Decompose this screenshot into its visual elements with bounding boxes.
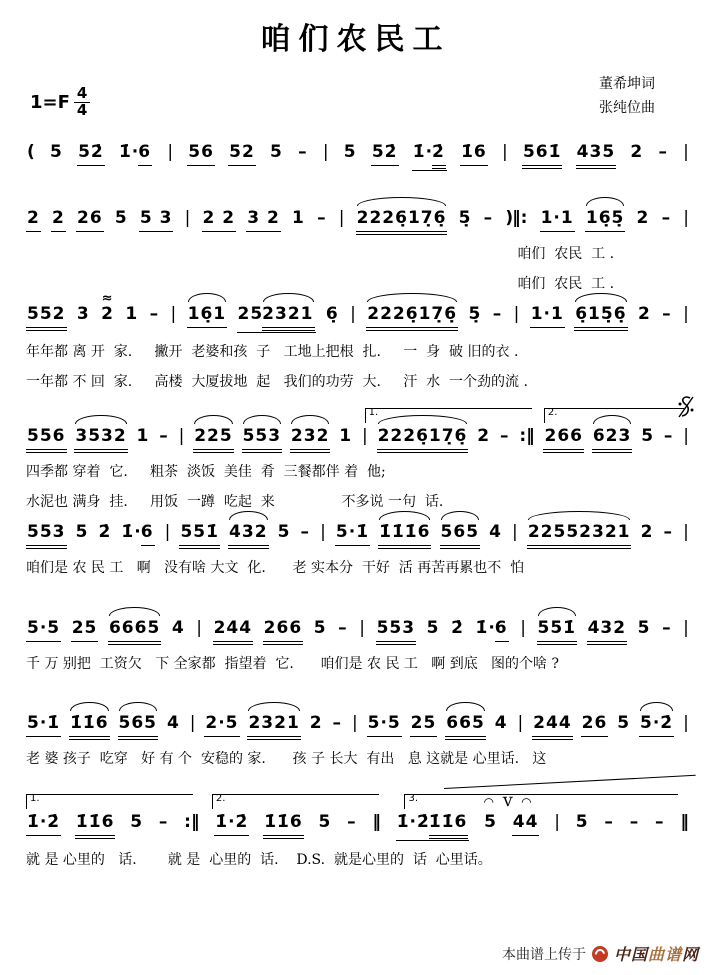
music-row [26, 424, 690, 453]
key-signature [30, 86, 90, 119]
note-group: 6665 [108, 616, 161, 645]
note-group: 266 [263, 616, 304, 645]
note-group: 1 [125, 304, 139, 324]
song-title: 咱们农民工 [260, 22, 451, 57]
note-group: 2̇ [451, 618, 464, 638]
note-group: 3 [76, 304, 90, 324]
note-group: 432 [228, 520, 269, 549]
site-name-part: 曲谱 [647, 945, 682, 964]
note-group: 1 [136, 426, 150, 446]
note-group: 2̇ [432, 140, 446, 169]
note-group: 2321 [247, 711, 300, 740]
system-3 [26, 302, 690, 393]
note-group: 5 [343, 142, 357, 162]
site-logo-icon [592, 946, 608, 962]
lyrics-line: 咱们 农民 工 . [517, 276, 615, 292]
note-group: 52 [228, 140, 256, 166]
barline: | [683, 522, 689, 542]
note-group: 5 [114, 208, 128, 228]
note-group: 623 [592, 424, 633, 453]
barline: | [683, 426, 689, 446]
note-group: 6̣ [325, 304, 339, 324]
music-row [26, 520, 690, 549]
lyrics-line: 四季都 穿着 它. 粗茶 淡饭 美佳 肴 三餐都伴 着 他; [26, 464, 386, 480]
note-group: 5 [130, 812, 144, 832]
note-group: 1̇·6 [118, 140, 153, 167]
note-group: 5̣ [458, 208, 472, 228]
note-group: 2226̣17̣6̣ [377, 424, 469, 453]
system-1 [26, 140, 690, 171]
note-group: 1̇1̇6 [263, 810, 304, 839]
held-note-dash: – [298, 142, 308, 162]
note-group: 553 [242, 424, 283, 453]
note-group: 2226̣17̣6̣ [356, 206, 448, 235]
lyrics-line: 就 是 心里的 话. 就 是 心里的 话. D.S. 就是心里的 话 心里话。 [26, 852, 492, 868]
barline: | [184, 208, 191, 228]
note-group: 5 [270, 142, 283, 162]
note-group: 1 [292, 208, 305, 228]
held-note-dash: – [159, 426, 169, 446]
lyrics-line: 咱们 农民 工 . [517, 246, 615, 262]
music-row [26, 140, 690, 171]
held-note-dash: – [661, 208, 672, 228]
note-group: 552 [26, 302, 67, 331]
system-6 [26, 616, 690, 675]
note-group: 2̇ [98, 522, 112, 542]
note-group: 6 [495, 616, 509, 642]
barline: | [170, 304, 177, 324]
held-note-dash: – [158, 812, 169, 832]
held-note-dash: – [338, 618, 348, 638]
note-group: 2·5 [204, 711, 239, 737]
note-group: 5·1̇ [335, 520, 370, 546]
note-group: 5 [277, 522, 291, 542]
note-group: ≈ 2 [100, 302, 115, 327]
note-group: 25 [71, 616, 99, 642]
barline: | [320, 522, 326, 542]
note-group: 551̇ [179, 520, 220, 549]
volta-bracket [26, 794, 193, 809]
note-group: 26 [76, 206, 104, 232]
barline: | [512, 522, 518, 542]
note-group: 2 [637, 304, 651, 324]
note-group: 5·5 [26, 616, 61, 642]
volta-bracket [365, 408, 532, 423]
note-group: 5 [426, 618, 440, 638]
held-note-dash: – [492, 304, 503, 324]
volta-bracket [404, 794, 677, 809]
note-group: 1·1 [530, 302, 565, 328]
watermark-text: 本曲谱上传于 [501, 946, 586, 963]
held-note-dash: – [663, 426, 674, 446]
volta-label: 1. [30, 793, 40, 804]
site-name [614, 942, 699, 965]
note-group: 1̇6 [460, 140, 488, 166]
music-row [26, 302, 690, 333]
barline: | [178, 426, 185, 446]
volta-bracket [212, 794, 379, 809]
note-group: 4 [494, 713, 508, 733]
note-group: 1̇1̇1̇6 [378, 520, 431, 549]
lyrics-line: 一年都 不 回 家. 高楼 大厦拔地 起 我们的功劳 大. 汗 水 一个劲的流 . [26, 374, 528, 390]
barline: | [196, 618, 203, 638]
note-group: 565 [118, 711, 159, 740]
note-group: 5̣ [468, 304, 482, 324]
barline: | [351, 713, 358, 733]
held-note-dash: – [629, 812, 640, 832]
time-numerator: 4 [74, 86, 90, 103]
note-group: 1̇·2̇1̇1̇6 [396, 810, 470, 841]
note-group: 435 [576, 140, 617, 169]
volta-label: 3. [408, 793, 419, 804]
note-group: 5 [484, 812, 497, 832]
held-note-dash: – [604, 812, 614, 832]
note-group: 52̇ [77, 140, 105, 166]
barline: | [683, 208, 689, 228]
note-group: 2 [640, 522, 654, 542]
volta-bracket [544, 408, 684, 423]
system-8 [26, 793, 690, 871]
barline: | [359, 618, 365, 638]
repeat-sign: ‖ [372, 812, 381, 832]
repeat-sign: :‖ [519, 426, 535, 446]
note-group: 4 [171, 618, 185, 638]
repeat-sign: ‖: [512, 208, 528, 228]
note-group: 5·5 [367, 711, 402, 737]
barline: | [683, 618, 689, 638]
note-group: 5 3 [139, 206, 174, 232]
system-5 [26, 520, 690, 579]
note-group: 2 [630, 142, 644, 162]
note-group: 3532 [74, 424, 127, 453]
note-group: 1·1 [540, 206, 575, 232]
held-note-dash: – [300, 522, 311, 542]
note-group: 266 [543, 424, 584, 453]
note-group: 1̇·2̇ [214, 810, 249, 836]
system-4 [26, 407, 690, 513]
repeat-sign: :‖ [184, 812, 200, 832]
barline: | [361, 426, 368, 446]
note-group: 1̇·2̇ [26, 810, 61, 836]
note-group: 2226̣17̣6̣ [366, 302, 458, 331]
barline: | [189, 713, 196, 733]
volta-label: 1. [368, 407, 379, 418]
held-note-dash: – [332, 713, 342, 733]
time-signature [74, 86, 90, 119]
note-group: 1̇·6 [474, 616, 509, 643]
held-note-dash: – [499, 426, 510, 446]
site-name-part: 中国 [613, 945, 648, 964]
note-group: 5 [75, 522, 89, 542]
barline: | [683, 142, 689, 162]
slur-line [444, 775, 696, 790]
note-group: 244 [532, 711, 573, 740]
repeat-sign: )‖: [504, 206, 529, 232]
barline: | [683, 713, 689, 733]
note-group: 225 [193, 424, 234, 453]
note-group: 4 [489, 522, 502, 542]
note-group: 5·1̇ [26, 711, 61, 737]
note-group: 52̇ [371, 140, 399, 166]
note-group: 22552321 [527, 520, 632, 549]
note-group: 6 [141, 520, 155, 546]
held-note-dash: – [662, 304, 672, 324]
note-group: 3 2 [246, 206, 281, 232]
held-note-dash: – [347, 812, 357, 832]
note-group: 2 [51, 206, 66, 232]
barline: | [683, 304, 689, 324]
note-group: 4 [166, 713, 180, 733]
system-7 [26, 711, 690, 770]
note-group: 44 [512, 810, 540, 836]
barline: | [517, 713, 524, 733]
note-group: 2 [636, 208, 650, 228]
music-row [26, 711, 690, 740]
held-note-dash: – [658, 142, 668, 162]
note-group: 5 [641, 426, 655, 446]
note-group: 665 [445, 711, 486, 740]
note-group: 1̇1̇6 [69, 711, 110, 740]
note-group: 5 [617, 713, 631, 733]
segno-icon [676, 394, 696, 420]
time-denominator: 4 [76, 100, 88, 119]
barline: | [520, 618, 526, 638]
note-group: 556 [26, 424, 67, 453]
note-group: 432 [587, 616, 628, 645]
note-group: 561̇ [522, 140, 563, 169]
barline: | [322, 142, 329, 162]
barline: | [501, 142, 508, 162]
music-row [26, 206, 690, 235]
lyrics-line: 千 万 别把 工资欠 下 全家都 指望着 它. 咱们是 农 民 工 啊 到底 图的个啥 ? [26, 656, 560, 672]
note-group: 2 [309, 713, 323, 733]
held-note-dash: – [483, 208, 494, 228]
barline: | [554, 812, 560, 832]
credits [599, 72, 655, 120]
note-group: 1̇1̇6 [75, 810, 116, 839]
note-group: 5 [318, 812, 332, 832]
note-group: 6 [138, 140, 152, 166]
composer-credit: 张纯位曲 [599, 100, 655, 116]
note-group: 2 2 [202, 206, 237, 232]
note-group: 5 [50, 142, 63, 162]
note-group: 1̇1̇6 [429, 810, 469, 839]
note-group: 25 [410, 711, 438, 737]
note-group: 1 [339, 426, 353, 446]
lyrics-line: 咱们是 农 民 工 啊 没有啥 大文 化. 老 实本分 干好 活 再苦再累也不 怕 [26, 560, 525, 576]
fermata-breath-marks: ◠ Ｖ ◠ [484, 795, 533, 809]
note-group: 16̣1 [187, 302, 228, 328]
repeat-sign: ( [27, 142, 35, 162]
note-group: 2321 [262, 302, 314, 331]
note-group: 5 [637, 618, 651, 638]
watermark [502, 942, 699, 965]
note-group: 5 [575, 812, 589, 832]
note-group: 565 [440, 520, 481, 549]
held-note-dash: – [663, 522, 673, 542]
barline: | [167, 142, 174, 162]
barline: | [350, 304, 356, 324]
held-note-dash: – [655, 812, 665, 832]
barline: | [164, 522, 171, 542]
volta-label: 2. [215, 793, 226, 804]
note-group: 551̇ [537, 616, 578, 645]
held-note-dash: – [149, 304, 160, 324]
lyrics-line: 老 婆 孩子 吃穿 好 有 个 安稳的 家. 孩 子 长大 有出 息 这就是 心里话. 这 [26, 751, 547, 767]
barline: | [338, 208, 345, 228]
key-label: 1=F [30, 91, 70, 113]
note-group: 16̣5̣ [585, 206, 626, 232]
lyricist-credit: 董希坤词 [599, 76, 655, 92]
lyrics-line: 水泥也 满身 挂. 用饭 一蹲 吃起 来 不多说 一句 话. [26, 494, 444, 510]
music-row [26, 810, 690, 841]
note-group: 5·2̇ [639, 711, 674, 737]
repeat-sign: ‖ [680, 812, 689, 832]
lyrics-line: 年年都 离 开 家. 撇开 老婆和孩 子 工地上把根 扎. 一 身 破 旧的衣 . [26, 344, 519, 360]
system-2 [26, 206, 690, 295]
note-group: 553 [26, 520, 67, 549]
note-group: 2 [477, 426, 491, 446]
music-row [26, 616, 690, 645]
note-group: 5 [313, 618, 327, 638]
note-group: 56 [187, 140, 215, 166]
note-group: 244 [213, 616, 254, 645]
note-group: 2 [26, 206, 41, 232]
note-group: 1̇·6 [120, 520, 155, 547]
note-group: 553 [376, 616, 417, 645]
note-group: 232 [290, 424, 331, 453]
note-group: 26 [581, 711, 609, 737]
held-note-dash: – [662, 618, 672, 638]
volta-label: 2. [547, 407, 558, 418]
site-name-part: 网 [681, 945, 699, 964]
note-group: 252321 [237, 302, 316, 333]
note-group: 6̣15̣6̣ [574, 302, 627, 331]
held-note-dash: – [317, 208, 327, 228]
barline: | [513, 304, 520, 324]
note-group: 1̇·2̇ [412, 140, 447, 171]
